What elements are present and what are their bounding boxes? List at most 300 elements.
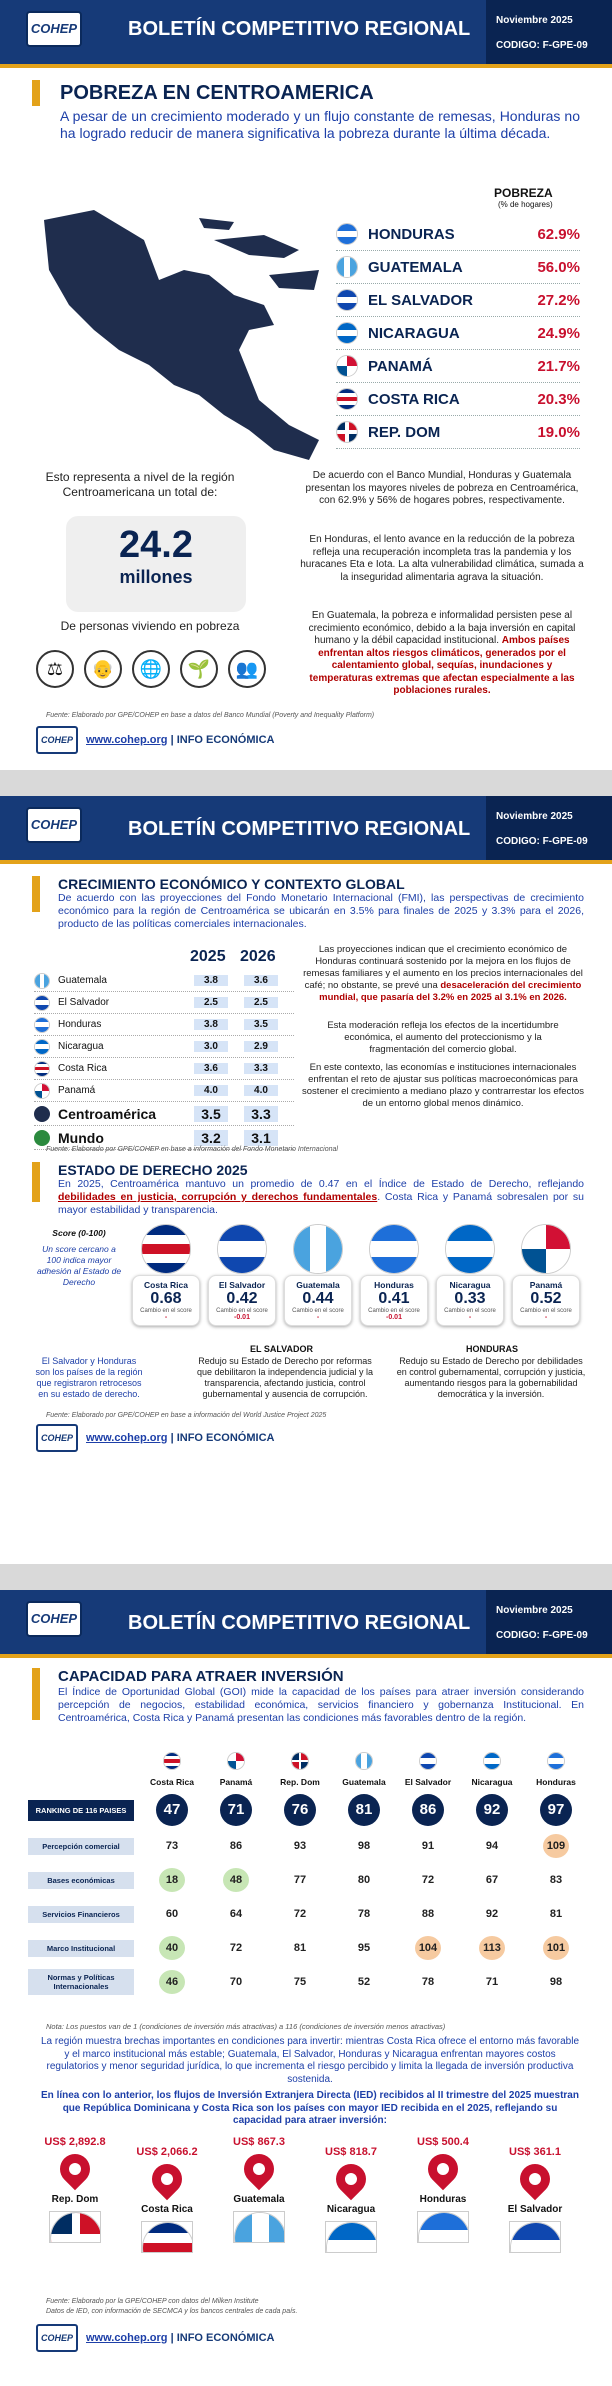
goi-rank: 92: [476, 1794, 508, 1826]
source-note-2: Fuente: Elaborado por GPE/COHEP en base a información del World Justice Project 2025: [46, 1412, 327, 1419]
poverty-para-1: De acuerdo con el Banco Mundial, Honduras y Guatemala presentan los mayores niveles de pobreza en Centroamérica, con 62.9% y 56% de hogares pobres, respectivamente.: [305, 470, 579, 506]
poverty-value: 19.0%: [537, 423, 580, 441]
poverty-row: [336, 383, 580, 416]
source-note-1: Fuente: Elaborado por GPE/COHEP en base a información del Fondo Monetario Internacional: [46, 1146, 338, 1153]
goi-value: 18: [159, 1868, 185, 1892]
section-lead-2: [58, 1178, 584, 1217]
flag-hn-icon: [418, 2212, 469, 2243]
flag-hn-icon: [547, 1752, 565, 1770]
section-bar: [32, 876, 40, 912]
section-lead: El Índice de Oportunidad Global (GOI) mide la capacidad de los países para atraer inversión considerando percepción de negocios, estabilidad económica, servicios financiero y gobernanza Institucional. En Centroamérica, Costa Rica y Panamá presentan las condiciones más favorables dentro de la región.: [58, 1686, 584, 1724]
page-investment: [0, 1590, 612, 2386]
goi-value: 104: [415, 1936, 441, 1960]
goi-row: [28, 1967, 588, 1997]
flag-cr-icon: [141, 1224, 191, 1274]
flag-gt-icon: [293, 1224, 343, 1274]
growth-text-1: [300, 944, 586, 1004]
flag-hn-icon: [336, 223, 358, 245]
poverty-heading: [494, 186, 553, 209]
section-title-2: ESTADO DE DERECHO 2025: [58, 1162, 248, 1178]
growth-2026: 3.6: [244, 975, 278, 986]
footer-label: | INFO ECONÓMICA: [170, 1432, 275, 1444]
poverty-row: [336, 317, 580, 350]
growth-row: [34, 1080, 294, 1102]
flag-hn-icon: [369, 1224, 419, 1274]
central-america-map: [34, 200, 324, 470]
footer: [36, 1424, 456, 1454]
footer-text: [86, 2332, 274, 2344]
rule-card: [132, 1224, 200, 1336]
flag-ni-icon: [445, 1224, 495, 1274]
location-pin-icon: [330, 2158, 372, 2200]
flag-pa-icon: [336, 355, 358, 377]
header-date: Noviembre 2025: [496, 15, 573, 26]
flag-hn-icon: [34, 1017, 50, 1033]
flag-do-icon: [50, 2212, 101, 2243]
rule-change: -: [468, 1314, 472, 1321]
poverty-row: [336, 350, 580, 383]
rule-score: 0.33: [454, 1290, 486, 1307]
goi-value: 91: [421, 1840, 435, 1852]
goi-value: 78: [421, 1976, 435, 1988]
poverty-country: COSTA RICA: [368, 390, 460, 408]
flag-ni-icon: [483, 1752, 501, 1770]
poverty-row: [336, 251, 580, 284]
flag-ni-icon: [336, 322, 358, 344]
rule-country: Honduras: [374, 1280, 414, 1290]
rule-score: 0.44: [302, 1290, 334, 1307]
goi-value: 70: [229, 1976, 243, 1988]
fdi-country: Guatemala: [233, 2194, 285, 2205]
lead-2-c: . Costa Rica y Panamá sobresalen por su mayor estabilidad y transparencia.: [58, 1191, 584, 1216]
goi-rank: 81: [348, 1794, 380, 1826]
growth-country: Panamá: [58, 1085, 96, 1096]
growth-2026: 3.3: [244, 1063, 278, 1074]
header-code: CODIGO: F-GPE-09: [496, 1630, 588, 1641]
score-legend: [34, 1228, 124, 1288]
rule-change: -0.01: [386, 1314, 402, 1321]
rule-change: -: [544, 1314, 548, 1321]
location-pin-icon: [146, 2158, 188, 2200]
goi-value: 75: [293, 1976, 307, 1988]
goi-value: 80: [357, 1874, 371, 1886]
page-gap: [0, 770, 612, 796]
fdi-value: US$ 2,892.8: [44, 2136, 106, 2148]
rule-score: 0.68: [150, 1290, 182, 1307]
hn-text: Redujo su Estado de Derecho por debilidades en control gubernamental, corrupción y justicia, aumentando riesgos para la gobernabilidad democrática y la inversión.: [396, 1356, 586, 1399]
growth-text-3: En este contexto, las economías e instituciones internacionales enfrentan el reto de ajustar sus políticas macroeconómicas para sostener el crecimiento a mediano plazo y contrarrestar los efectos de un entorno global menos dinámico.: [302, 1062, 584, 1109]
growth-country: El Salvador: [58, 997, 110, 1008]
goi-value: 109: [543, 1834, 569, 1858]
goi-value: 72: [293, 1908, 307, 1920]
people-icon: 👥: [228, 650, 266, 688]
rule-score: 0.52: [530, 1290, 562, 1307]
growth-country: Honduras: [58, 1019, 102, 1030]
stat-intro: Esto representa a nivel de la región Centroamericana un total de:: [45, 470, 235, 499]
goi-row: [28, 1865, 588, 1895]
footer-label: | INFO ECONÓMICA: [170, 2332, 275, 2344]
flag-sv-icon: [34, 995, 50, 1011]
goi-value: 64: [229, 1908, 243, 1920]
rule-country: Guatemala: [296, 1280, 340, 1290]
growth-2025: 2.5: [194, 997, 228, 1008]
lead-2-a: En 2025, Centroamérica mantuvo un promedio de 0.47 en el Índice de Estado de Derecho, reflejando: [58, 1178, 584, 1190]
growth-text-normal: Las proyecciones indican que el crecimiento económico de Honduras continuará sostenido por la mejora en los flujos de remesas familiares y el aumento en los precios internacionales del café; no obstante, se prevé una: [303, 944, 583, 991]
growth-2025: 3.2: [194, 1130, 228, 1146]
goi-rank: 76: [284, 1794, 316, 1826]
hn-heading: HONDURAS: [466, 1344, 519, 1354]
footer-label: | INFO ECONÓMICA: [170, 734, 275, 746]
section-lead: De acuerdo con las proyecciones del Fondo Monetario Internacional (FMI), las perspectivas de crecimiento económico para la región de Centroamérica se ubicarán en 3.5% para finales de 2025 y 3.3% para el 2026, producto de las políticas comerciales internacionales.: [58, 892, 584, 930]
goi-value: 72: [421, 1874, 435, 1886]
section-lead: A pesar de un crecimiento moderado y un flujo constante de remesas, Honduras no ha logrado reducir de manera significativa la pobreza durante la última década.: [60, 108, 580, 141]
header: [0, 0, 612, 68]
growth-row: [34, 970, 294, 992]
poverty-country: EL SALVADOR: [368, 291, 474, 309]
fdi-item: [214, 2136, 304, 2243]
footer-url[interactable]: www.cohep.org: [86, 1432, 168, 1444]
goi-value: 81: [549, 1908, 563, 1920]
flag-pa-icon: [521, 1224, 571, 1274]
icon-row: [36, 650, 266, 690]
footer-logo: COHEP: [36, 2324, 78, 2352]
poverty-value: 27.2%: [537, 291, 580, 309]
goi-value: 77: [293, 1874, 307, 1886]
growth-2025: 4.0: [194, 1085, 228, 1096]
flag-pa-icon: [227, 1752, 245, 1770]
growth-country: Centroamérica: [58, 1105, 157, 1122]
flag-gt-icon: [34, 973, 50, 989]
goi-col-head: [332, 1752, 396, 1787]
rule-change-label: Cambio en el score: [520, 1308, 572, 1314]
hand-plant-icon: 🌱: [180, 650, 218, 688]
section-bar: [32, 1668, 40, 1720]
poverty-country: GUATEMALA: [368, 258, 463, 276]
growth-2026: 3.5: [244, 1019, 278, 1030]
source-note-2: Datos de IED, con información de SECMCA y los bancos centrales de cada país.: [46, 2308, 298, 2315]
fdi-item: [30, 2136, 120, 2243]
rule-card: [436, 1224, 504, 1336]
header-date: Noviembre 2025: [496, 811, 573, 822]
growth-2025: 3.5: [194, 1106, 228, 1122]
stat-unit: millones: [119, 567, 193, 587]
goi-row-label: Marco Institucional: [28, 1940, 134, 1957]
rule-change: -: [164, 1314, 168, 1321]
goi-rank-label: RANKING DE 116 PAISES: [28, 1800, 134, 1821]
flag-cr-icon: [163, 1752, 181, 1770]
rule-change-label: Cambio en el score: [216, 1308, 268, 1314]
page-gap: [0, 1564, 612, 1590]
footer-logo: COHEP: [36, 1424, 78, 1452]
fdi-country: Rep. Dom: [51, 2194, 99, 2205]
rule-country: Nicaragua: [449, 1280, 491, 1290]
fdi-item: [306, 2146, 396, 2253]
flag-sv-icon: [336, 289, 358, 311]
goi-col-name: El Salvador: [404, 1777, 452, 1787]
fdi-row: [30, 2136, 590, 2276]
goi-row: [28, 1831, 588, 1861]
flag-gt-icon: [355, 1752, 373, 1770]
header-meta: [486, 1590, 612, 1658]
footer-text: [86, 1432, 274, 1444]
growth-text-2: Esta moderación refleja los efectos de la incertidumbre económica, el aumento del proteccionismo y la fragmentación del comercio global.: [327, 1020, 559, 1055]
rule-country: El Salvador: [218, 1280, 266, 1290]
growth-2025: 3.8: [194, 1019, 228, 1030]
header-title: BOLETÍN COMPETITIVO REGIONAL: [128, 18, 471, 40]
flag-ni-icon: [326, 2222, 377, 2253]
fdi-item: [122, 2146, 212, 2253]
poverty-value: 21.7%: [537, 357, 580, 375]
poverty-value: 56.0%: [537, 258, 580, 276]
flag-sv-icon: [217, 1224, 267, 1274]
goi-value: 94: [485, 1840, 499, 1852]
goi-value: 83: [549, 1874, 563, 1886]
flag-do-icon: [291, 1752, 309, 1770]
goi-value: 71: [485, 1976, 499, 1988]
growth-country: Nicaragua: [58, 1041, 104, 1052]
goi-col-name: Guatemala: [342, 1777, 386, 1787]
year-2025: 2025: [190, 948, 226, 965]
page-growth: [0, 796, 612, 1564]
growth-country: Mundo: [58, 1129, 104, 1146]
fdi-value: US$ 361.1: [509, 2146, 561, 2158]
goi-value: 48: [223, 1868, 249, 1892]
fdi-item: [398, 2136, 488, 2243]
goi-row-label: Normas y Políticas Internacionales: [28, 1969, 134, 1995]
goi-col-name: Nicaragua: [471, 1777, 513, 1787]
goi-col-head: [396, 1752, 460, 1787]
score-label: Score (0-100): [52, 1228, 106, 1238]
scale-icon: ⚖: [36, 650, 74, 688]
goi-row: [28, 1899, 588, 1929]
poverty-country: REP. DOM: [368, 423, 441, 441]
poverty-value: 24.9%: [537, 324, 580, 342]
rule-change-label: Cambio en el score: [444, 1308, 496, 1314]
rule-change: -: [316, 1314, 320, 1321]
goi-col-name: Honduras: [536, 1777, 576, 1787]
goi-value: 113: [479, 1936, 505, 1960]
goi-rank: 97: [540, 1794, 572, 1826]
goi-value: 46: [159, 1970, 185, 1994]
rule-card: [512, 1224, 580, 1336]
header-meta: [486, 796, 612, 864]
poverty-row: [336, 284, 580, 317]
invest-text-1: La región muestra brechas importantes en condiciones para invertir: mientras Costa Rica ofrece el entorno más favorable y el marco institucional más estable; Guatemala, El Salvador, Honduras y Nicaragua enfrentan mayores costos regulatorios y menor seguridad jurídica, lo que incrementa el riesgo percibido y limita la llegada de inversión productiva sostenida.: [40, 2036, 580, 2085]
poverty-value: 62.9%: [537, 225, 580, 243]
goi-value: 95: [357, 1942, 371, 1954]
source-note: Fuente: Elaborado por GPE/COHEP en base a datos del Banco Mundial (Poverty and Inequality Platform): [46, 712, 375, 719]
fdi-value: US$ 867.3: [233, 2136, 285, 2148]
fdi-country: Costa Rica: [141, 2204, 193, 2215]
page-poverty: [0, 0, 612, 770]
flag-sv-icon: [510, 2222, 561, 2253]
growth-row: [34, 1102, 294, 1126]
header-meta: [486, 0, 612, 68]
fdi-country: Honduras: [419, 2194, 467, 2205]
header-stripe: [0, 860, 612, 864]
poverty-row: [336, 416, 580, 449]
growth-2026: 2.5: [244, 997, 278, 1008]
goi-value: 60: [165, 1908, 179, 1920]
goi-value: 40: [159, 1936, 185, 1960]
growth-2026: 3.3: [244, 1106, 278, 1122]
growth-2025: 3.6: [194, 1063, 228, 1074]
poverty-title: POBREZA: [494, 186, 553, 200]
growth-text-highlight: desaceleración del crecimiento mundial, que pasaría del 3.2% en 2025 al 3.1% en 2026.: [319, 980, 582, 1003]
year-2026: 2026: [240, 948, 276, 965]
stat-outro: De personas viviendo en pobreza: [60, 619, 240, 633]
goi-col-name: Rep. Dom: [280, 1777, 320, 1787]
section-bar: [32, 80, 40, 106]
rule-card: [208, 1224, 276, 1336]
poverty-country: NICARAGUA: [368, 324, 460, 342]
goi-value: 78: [357, 1908, 371, 1920]
header: [0, 796, 612, 864]
cohep-logo: COHEP: [26, 11, 82, 47]
stat-box: [66, 516, 246, 612]
sv-heading: EL SALVADOR: [250, 1344, 314, 1354]
stat-value: 24.2: [119, 524, 193, 566]
growth-row: [34, 1036, 294, 1058]
goi-col-head: [460, 1752, 524, 1787]
poverty-value: 20.3%: [537, 390, 580, 408]
rule-change: -0.01: [234, 1314, 250, 1321]
rule-country: Panamá: [529, 1280, 563, 1290]
growth-2025: 3.0: [194, 1041, 228, 1052]
rule-change-label: Cambio en el score: [292, 1308, 344, 1314]
growth-2026: 3.1: [244, 1130, 278, 1146]
goi-col-head: [268, 1752, 332, 1787]
growth-table: [34, 970, 294, 1150]
goi-value: 101: [543, 1936, 569, 1960]
fdi-country: Nicaragua: [326, 2204, 376, 2215]
growth-2026: 4.0: [244, 1085, 278, 1096]
rule-change-label: Cambio en el score: [140, 1308, 192, 1314]
poverty-para-3: [300, 610, 584, 698]
elderly-icon: 👴: [84, 650, 122, 688]
header-title: BOLETÍN COMPETITIVO REGIONAL: [128, 818, 471, 840]
flag-gt-icon: [234, 2212, 285, 2243]
growth-2025: 3.8: [194, 975, 228, 986]
goi-value: 98: [357, 1840, 371, 1852]
flag-gt-icon: [336, 256, 358, 278]
flag-cr-icon: [336, 388, 358, 410]
rule-card: [360, 1224, 428, 1336]
para-3-normal: En Guatemala, la pobreza e informalidad persisten pese al crecimiento económico, debido a la baja inversión en capital humano y la débil capacidad institucional.: [308, 610, 576, 646]
section-title: CAPACIDAD PARA ATRAER INVERSIÓN: [58, 1668, 344, 1685]
goi-table: [28, 1752, 588, 1997]
goi-value: 67: [485, 1874, 499, 1886]
table-note: Nota: Los puestos van de 1 (condiciones de inversión más atractivas) a 116 (condiciones de inversión menos atractivas): [46, 2022, 446, 2031]
goi-value: 93: [293, 1840, 307, 1852]
flag-cr-icon: [142, 2222, 193, 2253]
sv-text: Redujo su Estado de Derecho por reformas que debilitaron la independencia judicial y la transparencia, afectando justicia, control gubernamental y ausencia de corrupción.: [196, 1356, 374, 1399]
goi-rank: 47: [156, 1794, 188, 1826]
rule-card: [284, 1224, 352, 1336]
poverty-para-2: En Honduras, el lento avance en la reducción de la pobreza refleja una recuperación incompleta tras la pandemia y los huracanes Eta e Iota. La alta vulnerabilidad climática, sumada a la inseguridad alimentaria agrava la situación.: [300, 534, 584, 583]
growth-country: Guatemala: [58, 975, 107, 986]
poverty-subtitle: (% de hogares): [497, 200, 553, 209]
invest-text-2: En línea con lo anterior, los flujos de Inversión Extranjera Directa (IED) recibidos al II trimestre del 2025 muestran que República Dominicana y Costa Rica son los países con mayor IED recibida en el 2025, reflejando su capacidad para atraer inversión:: [41, 2090, 579, 2126]
header-stripe: [0, 64, 612, 68]
goi-value: 72: [229, 1942, 243, 1954]
growth-row: [34, 1058, 294, 1080]
goi-rank: 86: [412, 1794, 444, 1826]
hands-globe-icon: 🌐: [132, 650, 170, 688]
fdi-value: US$ 818.7: [325, 2146, 377, 2158]
rule-left-note: El Salvador y Honduras son los países de la región que registraron retrocesos en su estado de derecho.: [35, 1356, 143, 1399]
flag-pa-icon: [34, 1083, 50, 1099]
growth-2026: 2.9: [244, 1041, 278, 1052]
footer-text: [86, 734, 274, 746]
goi-value: 81: [293, 1942, 307, 1954]
footer-url[interactable]: www.cohep.org: [86, 734, 168, 746]
fdi-item: [490, 2146, 580, 2253]
fdi-country: El Salvador: [507, 2204, 563, 2215]
rule-score: 0.41: [378, 1290, 410, 1307]
cohep-logo: COHEP: [26, 807, 82, 843]
rule-score: 0.42: [226, 1290, 258, 1307]
flag-do-icon: [336, 421, 358, 443]
region-icon: [34, 1106, 50, 1122]
goi-value: 86: [229, 1840, 243, 1852]
header-title: BOLETÍN COMPETITIVO REGIONAL: [128, 1612, 471, 1634]
location-pin-icon: [514, 2158, 556, 2200]
header-date: Noviembre 2025: [496, 1605, 573, 1616]
section-title: CRECIMIENTO ECONÓMICO Y CONTEXTO GLOBAL: [58, 876, 405, 892]
goi-value: 98: [549, 1976, 563, 1988]
goi-row-label: Percepción comercial: [28, 1838, 134, 1855]
goi-value: 92: [485, 1908, 499, 1920]
score-note: Un score cercano a 100 indica mayor adhesión al Estado de Derecho: [36, 1244, 122, 1287]
footer: [36, 2324, 456, 2354]
goi-value: 88: [421, 1908, 435, 1920]
location-pin-icon: [238, 2148, 280, 2190]
source-note-1: Fuente: Elaborado por la GPE/COHEP con datos del Milken Institute: [46, 2298, 259, 2305]
globe-icon: [34, 1130, 50, 1146]
header-stripe: [0, 1654, 612, 1658]
flag-cr-icon: [34, 1061, 50, 1077]
flag-ni-icon: [34, 1039, 50, 1055]
poverty-country: PANAMÁ: [368, 357, 433, 375]
rule-of-law-cards: [132, 1224, 592, 1340]
goi-value: 52: [357, 1976, 371, 1988]
goi-row: [28, 1933, 588, 1963]
growth-row: [34, 1014, 294, 1036]
poverty-country: HONDURAS: [368, 225, 455, 243]
flag-sv-icon: [419, 1752, 437, 1770]
poverty-row: [336, 218, 580, 251]
section-bar-2: [32, 1162, 40, 1202]
goi-col-head: [204, 1752, 268, 1787]
header-code: CODIGO: F-GPE-09: [496, 836, 588, 847]
fdi-value: US$ 500.4: [417, 2136, 469, 2148]
growth-country: Costa Rica: [58, 1063, 107, 1074]
poverty-list: [336, 218, 580, 449]
goi-rank: 71: [220, 1794, 252, 1826]
rule-country: Costa Rica: [144, 1280, 188, 1290]
footer-logo: COHEP: [36, 726, 78, 754]
footer-url[interactable]: www.cohep.org: [86, 2332, 168, 2344]
growth-row: [34, 992, 294, 1014]
fdi-value: US$ 2,066.2: [136, 2146, 198, 2158]
goi-row-label: Bases económicas: [28, 1872, 134, 1889]
goi-row-label: Servicios Financieros: [28, 1906, 134, 1923]
header: [0, 1590, 612, 1658]
footer: [36, 726, 456, 756]
goi-value: 73: [165, 1840, 179, 1852]
goi-col-name: Panamá: [219, 1777, 253, 1787]
